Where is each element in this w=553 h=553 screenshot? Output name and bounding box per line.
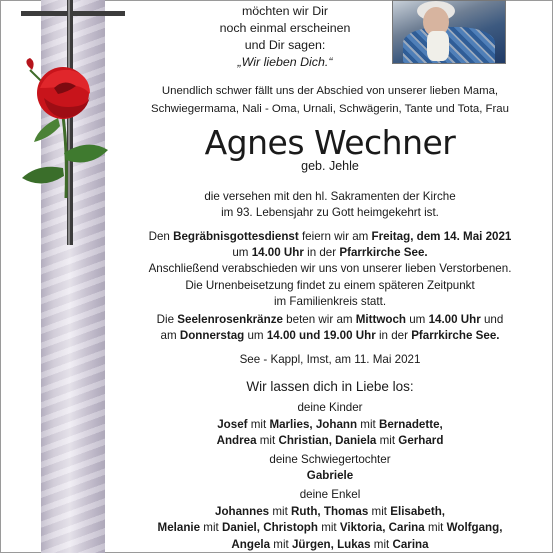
sacraments-text: [130, 189, 530, 221]
intro-line: Unendlich schwer fällt uns der Abschied von unserer lieben Mama,: [161, 85, 499, 97]
rose-icon: [8, 58, 126, 198]
funeral-text: [130, 229, 530, 310]
rosary-line: Die Seelenrosenkränze beten wir am Mittwoch um 14.00 Uhr und: [156, 313, 504, 326]
poem: [180, 3, 390, 71]
place-date: See - Kappl, Imst, am 11. Mai 2021: [239, 353, 421, 366]
portrait-photo: [392, 0, 506, 64]
children-line: Josef mit Marlies, Johann mit Bernadette,: [217, 417, 443, 431]
sacraments-line: die versehen mit den hl. Sakramenten der Kirche: [204, 190, 456, 203]
daughter-in-law-name: Gabriele: [306, 469, 354, 483]
poem-line: möchten wir Dir: [241, 4, 329, 18]
intro-text: [130, 82, 530, 118]
farewell-heading: Wir lassen dich in Liebe los:: [246, 379, 414, 394]
family-list: [130, 400, 530, 553]
poem-line: „Wir lieben Dich.“: [237, 55, 333, 69]
poem-line: und Dir sagen:: [244, 38, 326, 52]
intro-line: Schwiegermama, Nali - Oma, Urnali, Schwägerin, Tante und Tota, Frau: [151, 103, 509, 115]
rosary-line: am Donnerstag um 14.00 und 19.00 Uhr in der Pfarrkirche See.: [160, 329, 500, 343]
deceased-name: Agnes Wechner: [204, 123, 456, 162]
children-title: deine Kinder: [297, 401, 363, 414]
funeral-line: Den Begräbnisgottesdienst feiern wir am Freitag, dem 14. Mai 2021: [148, 230, 512, 243]
rosary-text: [130, 312, 530, 344]
grandchildren-title: deine Enkel: [299, 487, 361, 501]
children-line: Andrea mit Christian, Daniela mit Gerhard: [216, 434, 444, 448]
funeral-line: im Familienkreis statt.: [273, 294, 387, 308]
maiden-name: geb. Jehle: [301, 159, 359, 173]
grandchildren-line: Angela mit Jürgen, Lukas mit Carina: [231, 537, 429, 551]
funeral-line: Anschließend verabschieden wir uns von unserer lieben Verstorbenen.: [148, 262, 512, 276]
poem-line: noch einmal erscheinen: [219, 21, 351, 35]
grandchildren-line: Johannes mit Ruth, Thomas mit Elisabeth,: [215, 504, 445, 518]
sacraments-line: im 93. Lebensjahr zu Gott heimgekehrt ist.: [221, 206, 439, 220]
funeral-line: um 14.00 Uhr in der Pfarrkirche See.: [232, 246, 428, 260]
funeral-line: Die Urnenbeisetzung findet zu einem späteren Zeitpunkt: [185, 278, 475, 292]
grandchildren-line: Melanie mit Daniel, Christoph mit Viktoria, Carina mit Wolfgang,: [157, 521, 503, 535]
daughter-in-law-title: deine Schwiegertochter: [269, 452, 391, 466]
